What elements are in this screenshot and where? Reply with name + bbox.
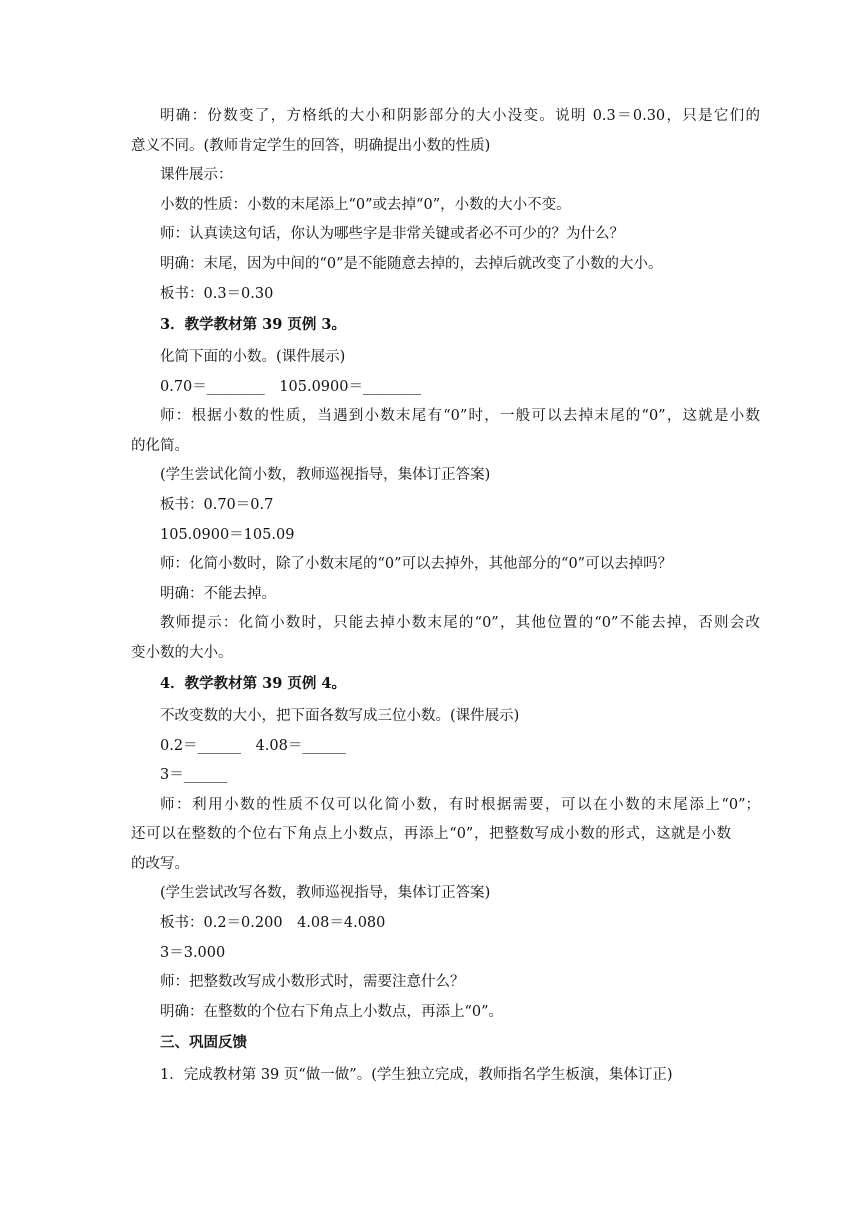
paragraph-line: 变小数的大小。 [131, 645, 233, 661]
paragraph-line: 板书：0.2＝0.200 4.08＝4.080 [160, 915, 386, 931]
section-heading: 三、巩固反馈 [160, 1034, 247, 1051]
paragraph-line: 的化简。 [131, 438, 189, 454]
paragraph-line: 105.0900＝105.09 [160, 527, 295, 543]
section-heading: 4．教学教材第 39 页例 4。 [160, 675, 346, 692]
section-heading: 3．教学教材第 39 页例 3。 [160, 316, 346, 333]
paragraph-line: 0.70＝________ 105.0900＝________ [160, 379, 421, 395]
paragraph-line: (学生尝试改写各数，教师巡视指导，集体订正答案) [160, 885, 491, 901]
paragraph-line: 还可以在整数的个位右下角点上小数点，再添上“0”，把整数写成小数的形式，这就是小数 [131, 826, 731, 842]
paragraph-line: 明确：不能去掉。 [160, 586, 276, 602]
paragraph-line: 3＝______ [160, 767, 228, 783]
paragraph-line: 师：认真读这句话，你认为哪些字是非常关键或者必不可少的？为什么？ [160, 226, 624, 242]
paragraph-line: 板书：0.3＝0.30 [160, 286, 274, 302]
paragraph-line: 0.2＝______ 4.08＝______ [160, 738, 346, 754]
paragraph-line: 明确：末尾，因为中间的“0”是不能随意去掉的，去掉后就改变了小数的大小。 [160, 256, 663, 272]
paragraph-line: 的改写。 [131, 856, 189, 872]
paragraph-line: 课件展示： [160, 167, 233, 183]
paragraph-line: 意义不同。(教师肯定学生的回答，明确提出小数的性质) [131, 138, 491, 154]
paragraph-line: 化简下面的小数。(课件展示) [160, 349, 346, 365]
paragraph-line: 教师提示：化简小数时，只能去掉小数末尾的“0”，其他位置的“0”不能去掉，否则会改 [160, 615, 760, 631]
paragraph-line: 师：利用小数的性质不仅可以化简小数，有时根据需要，可以在小数的末尾添上“0”； [160, 797, 760, 813]
paragraph-line: 师：把整数改写成小数形式时，需要注意什么？ [160, 974, 465, 990]
paragraph-line: (学生尝试化简小数，教师巡视指导，集体订正答案) [160, 467, 491, 483]
paragraph-line: 1．完成教材第 39 页“做一做”。(学生独立完成，教师指名学生板演，集体订正) [160, 1067, 673, 1083]
paragraph-line: 板书：0.70＝0.7 [160, 497, 274, 513]
paragraph-line: 明确：份数变了，方格纸的大小和阴影部分的大小没变。说明 0.3＝0.30，只是它们的 [160, 108, 760, 124]
paragraph-line: 明确：在整数的个位右下角点上小数点，再添上“0”。 [160, 1004, 504, 1020]
paragraph-line: 小数的性质：小数的末尾添上“0”或去掉“0”，小数的大小不变。 [160, 197, 571, 213]
paragraph-line: 3＝3.000 [160, 945, 226, 961]
paragraph-line: 不改变数的大小，把下面各数写成三位小数。(课件展示) [160, 708, 520, 724]
paragraph-line: 师：根据小数的性质，当遇到小数末尾有“0”时，一般可以去掉末尾的“0”，这就是小数 [160, 408, 760, 424]
paragraph-line: 师：化简小数时，除了小数末尾的“0”可以去掉外，其他部分的“0”可以去掉吗？ [160, 556, 673, 572]
